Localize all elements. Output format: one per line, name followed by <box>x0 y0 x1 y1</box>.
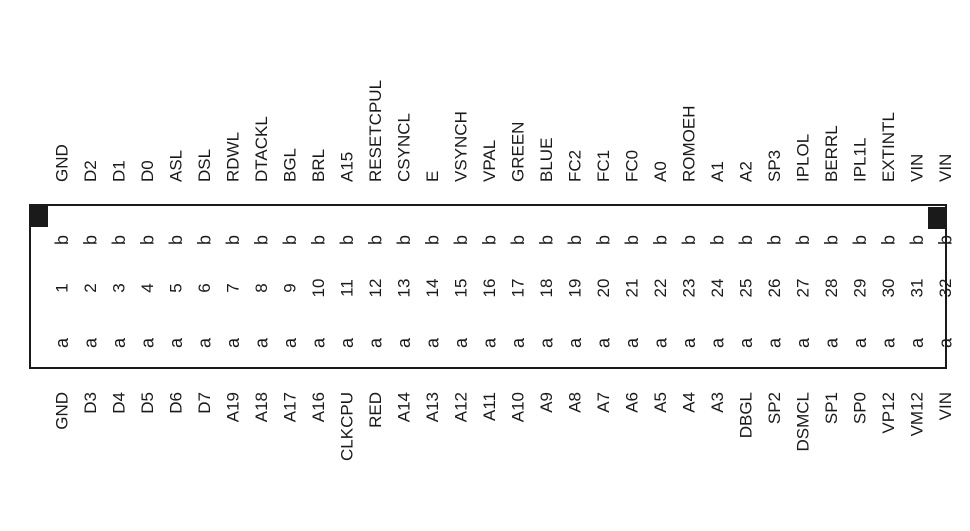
pin-number: 8 <box>252 283 271 293</box>
b-signal-label: DSL <box>195 148 214 182</box>
a-signal-label: SP2 <box>765 392 784 425</box>
a-row-letter: a <box>850 337 870 349</box>
b-signal-label: DTACKL <box>252 116 271 182</box>
b-row-letter: b <box>365 234 386 246</box>
b-signal-label: E <box>423 170 442 182</box>
left-key-block <box>30 205 48 227</box>
a-signal-label: GND <box>52 392 72 430</box>
pin-number: 12 <box>366 278 385 298</box>
b-signal-label: GND <box>52 144 72 182</box>
pin-number: 13 <box>394 278 414 298</box>
a-signal-label: D3 <box>81 392 100 414</box>
a-row-letter: a <box>622 337 642 349</box>
a-row-letter: a <box>736 337 756 349</box>
b-row-letter: b <box>878 234 899 246</box>
a-row-letter: a <box>907 337 927 349</box>
b-row-letter: b <box>622 234 642 246</box>
b-signal-label: VIN <box>907 153 927 182</box>
pin-number: 2 <box>81 283 100 293</box>
b-row-letter: b <box>337 234 357 246</box>
a-row-letter: a <box>650 337 671 349</box>
pin-number: 29 <box>850 278 870 298</box>
a-signal-label: A13 <box>423 392 442 423</box>
pin-number: 17 <box>508 278 528 298</box>
b-row-letter: b <box>907 234 927 246</box>
a-row-letter: a <box>479 337 500 349</box>
b-row-letter: b <box>536 234 557 246</box>
a-signal-label: DSMCL <box>793 392 813 452</box>
pin-number: 15 <box>451 278 471 298</box>
pin-number: 21 <box>622 278 642 298</box>
b-signal-label: SP3 <box>765 149 784 182</box>
b-signal-label: A15 <box>337 151 357 182</box>
b-row-letter: b <box>280 234 300 246</box>
b-row-letter: b <box>422 234 443 246</box>
a-signal-label: A6 <box>622 392 642 413</box>
pin-number: 3 <box>109 283 129 293</box>
a-signal-label: SP1 <box>822 392 841 425</box>
b-row-letter: b <box>736 234 756 246</box>
b-signal-label: VIN <box>936 153 955 182</box>
pin-number: 10 <box>309 278 328 298</box>
a-row-letter: a <box>565 337 585 349</box>
a-signal-label: A18 <box>252 392 271 423</box>
pin-number: 24 <box>708 278 727 298</box>
b-signal-label: BGL <box>280 147 300 182</box>
pin-number: 4 <box>138 283 157 293</box>
a-signal-label: RED <box>366 392 385 428</box>
pin-number: 31 <box>907 278 927 298</box>
b-row-letter: b <box>394 234 414 246</box>
b-row-letter: b <box>251 234 272 246</box>
b-signal-label: VSYNCH <box>451 111 471 182</box>
a-signal-label: VM12 <box>907 392 927 437</box>
b-signal-label: D1 <box>109 160 129 182</box>
pin-number: 1 <box>52 283 72 293</box>
b-row-letter: b <box>109 234 129 246</box>
a-row-letter: a <box>194 337 215 349</box>
a-signal-label: A3 <box>708 392 727 413</box>
a-row-letter: a <box>764 337 785 349</box>
a-signal-label: SP0 <box>850 392 870 425</box>
pin-number: 28 <box>822 278 841 298</box>
a-signal-label: D5 <box>138 392 157 414</box>
pin-number: 6 <box>195 283 214 293</box>
b-row-letter: b <box>223 234 243 246</box>
b-signal-label: FC0 <box>622 149 642 182</box>
a-row-letter: a <box>109 337 129 349</box>
a-signal-label: D6 <box>166 392 186 414</box>
a-signal-label: VIN <box>936 392 955 421</box>
a-row-letter: a <box>935 337 956 349</box>
b-row-letter: b <box>935 234 956 246</box>
a-signal-label: A16 <box>309 392 328 423</box>
b-row-letter: b <box>764 234 785 246</box>
b-signal-label: IPLOL <box>793 133 813 182</box>
b-signal-label: A2 <box>736 161 756 182</box>
b-row-letter: b <box>565 234 585 246</box>
a-signal-label: D4 <box>109 392 129 414</box>
b-signal-label: FC1 <box>594 149 613 182</box>
b-signal-label: BERRL <box>822 125 841 182</box>
b-signal-label: A1 <box>708 161 727 182</box>
a-signal-label: A4 <box>679 392 699 413</box>
a-row-letter: a <box>707 337 728 349</box>
a-signal-label: A17 <box>280 392 300 423</box>
b-row-letter: b <box>821 234 842 246</box>
pin-number: 5 <box>166 283 186 293</box>
a-row-letter: a <box>251 337 272 349</box>
b-row-letter: b <box>52 234 72 246</box>
a-row-letter: a <box>166 337 186 349</box>
pin-number: 16 <box>480 278 499 298</box>
b-signal-label: GREEN <box>508 121 528 182</box>
a-row-letter: a <box>137 337 158 349</box>
a-row-letter: a <box>223 337 243 349</box>
a-row-letter: a <box>280 337 300 349</box>
pin-number: 14 <box>423 278 442 298</box>
b-row-letter: b <box>137 234 158 246</box>
a-signal-label: DBGL <box>736 392 756 439</box>
a-row-letter: a <box>451 337 471 349</box>
a-signal-label: A11 <box>480 392 499 421</box>
b-signal-label: BRL <box>309 148 328 182</box>
pin-number: 18 <box>537 278 556 298</box>
a-signal-label: CLKCPU <box>337 392 357 461</box>
b-signal-label: ASL <box>166 149 186 182</box>
pin-number: 26 <box>765 278 784 298</box>
b-row-letter: b <box>80 234 101 246</box>
a-row-letter: a <box>337 337 357 349</box>
a-row-letter: a <box>679 337 699 349</box>
b-row-letter: b <box>793 234 813 246</box>
b-signal-label: VPAL <box>480 139 499 182</box>
a-signal-label: A7 <box>594 392 613 413</box>
b-signal-label: RESETCPUL <box>366 79 385 182</box>
b-signal-label: D2 <box>81 160 100 182</box>
pin-number: 30 <box>879 278 898 298</box>
a-row-letter: a <box>52 337 72 349</box>
a-row-letter: a <box>80 337 101 349</box>
b-signal-label: A0 <box>651 161 670 182</box>
a-row-letter: a <box>365 337 386 349</box>
a-row-letter: a <box>793 337 813 349</box>
a-row-letter: a <box>593 337 614 349</box>
b-row-letter: b <box>707 234 728 246</box>
b-row-letter: b <box>451 234 471 246</box>
a-signal-label: VP12 <box>879 392 898 434</box>
b-signal-label: ROMOEH <box>679 105 699 182</box>
pin-number: 23 <box>679 278 699 298</box>
b-signal-label: D0 <box>138 160 157 182</box>
b-row-letter: b <box>850 234 870 246</box>
b-row-letter: b <box>166 234 186 246</box>
b-signal-label: CSYNCL <box>394 113 414 182</box>
pins-layer <box>52 80 956 461</box>
a-row-letter: a <box>508 337 528 349</box>
a-row-letter: a <box>422 337 443 349</box>
b-row-letter: b <box>194 234 215 246</box>
b-row-letter: b <box>508 234 528 246</box>
a-signal-label: A5 <box>651 392 670 413</box>
b-signal-label: RDWL <box>223 131 243 182</box>
a-row-letter: a <box>821 337 842 349</box>
a-signal-label: D7 <box>195 392 214 414</box>
a-signal-label: A14 <box>394 392 414 423</box>
b-row-letter: b <box>679 234 699 246</box>
pin-number: 20 <box>594 278 613 298</box>
pin-number: 32 <box>936 278 955 298</box>
a-row-letter: a <box>536 337 557 349</box>
right-key-block <box>928 207 946 229</box>
pin-number: 11 <box>337 279 357 297</box>
pin-number: 7 <box>223 283 243 293</box>
b-signal-label: EXTINTL <box>879 112 898 182</box>
pin-number: 19 <box>565 278 585 298</box>
a-signal-label: A8 <box>565 392 585 413</box>
a-row-letter: a <box>308 337 329 349</box>
a-signal-label: A19 <box>223 392 243 423</box>
a-signal-label: A12 <box>451 392 471 423</box>
b-signal-label: IPL1L <box>850 137 870 182</box>
b-row-letter: b <box>593 234 614 246</box>
pin-number: 9 <box>280 283 300 293</box>
pin-number: 27 <box>793 278 813 298</box>
b-row-letter: b <box>308 234 329 246</box>
pin-number: 22 <box>651 278 670 298</box>
a-row-letter: a <box>878 337 899 349</box>
a-row-letter: a <box>394 337 414 349</box>
pin-number: 25 <box>736 278 756 298</box>
a-signal-label: A9 <box>537 392 556 413</box>
b-row-letter: b <box>650 234 671 246</box>
b-row-letter: b <box>479 234 500 246</box>
b-signal-label: FC2 <box>565 149 585 182</box>
b-signal-label: BLUE <box>537 137 556 182</box>
a-signal-label: A10 <box>508 392 528 423</box>
